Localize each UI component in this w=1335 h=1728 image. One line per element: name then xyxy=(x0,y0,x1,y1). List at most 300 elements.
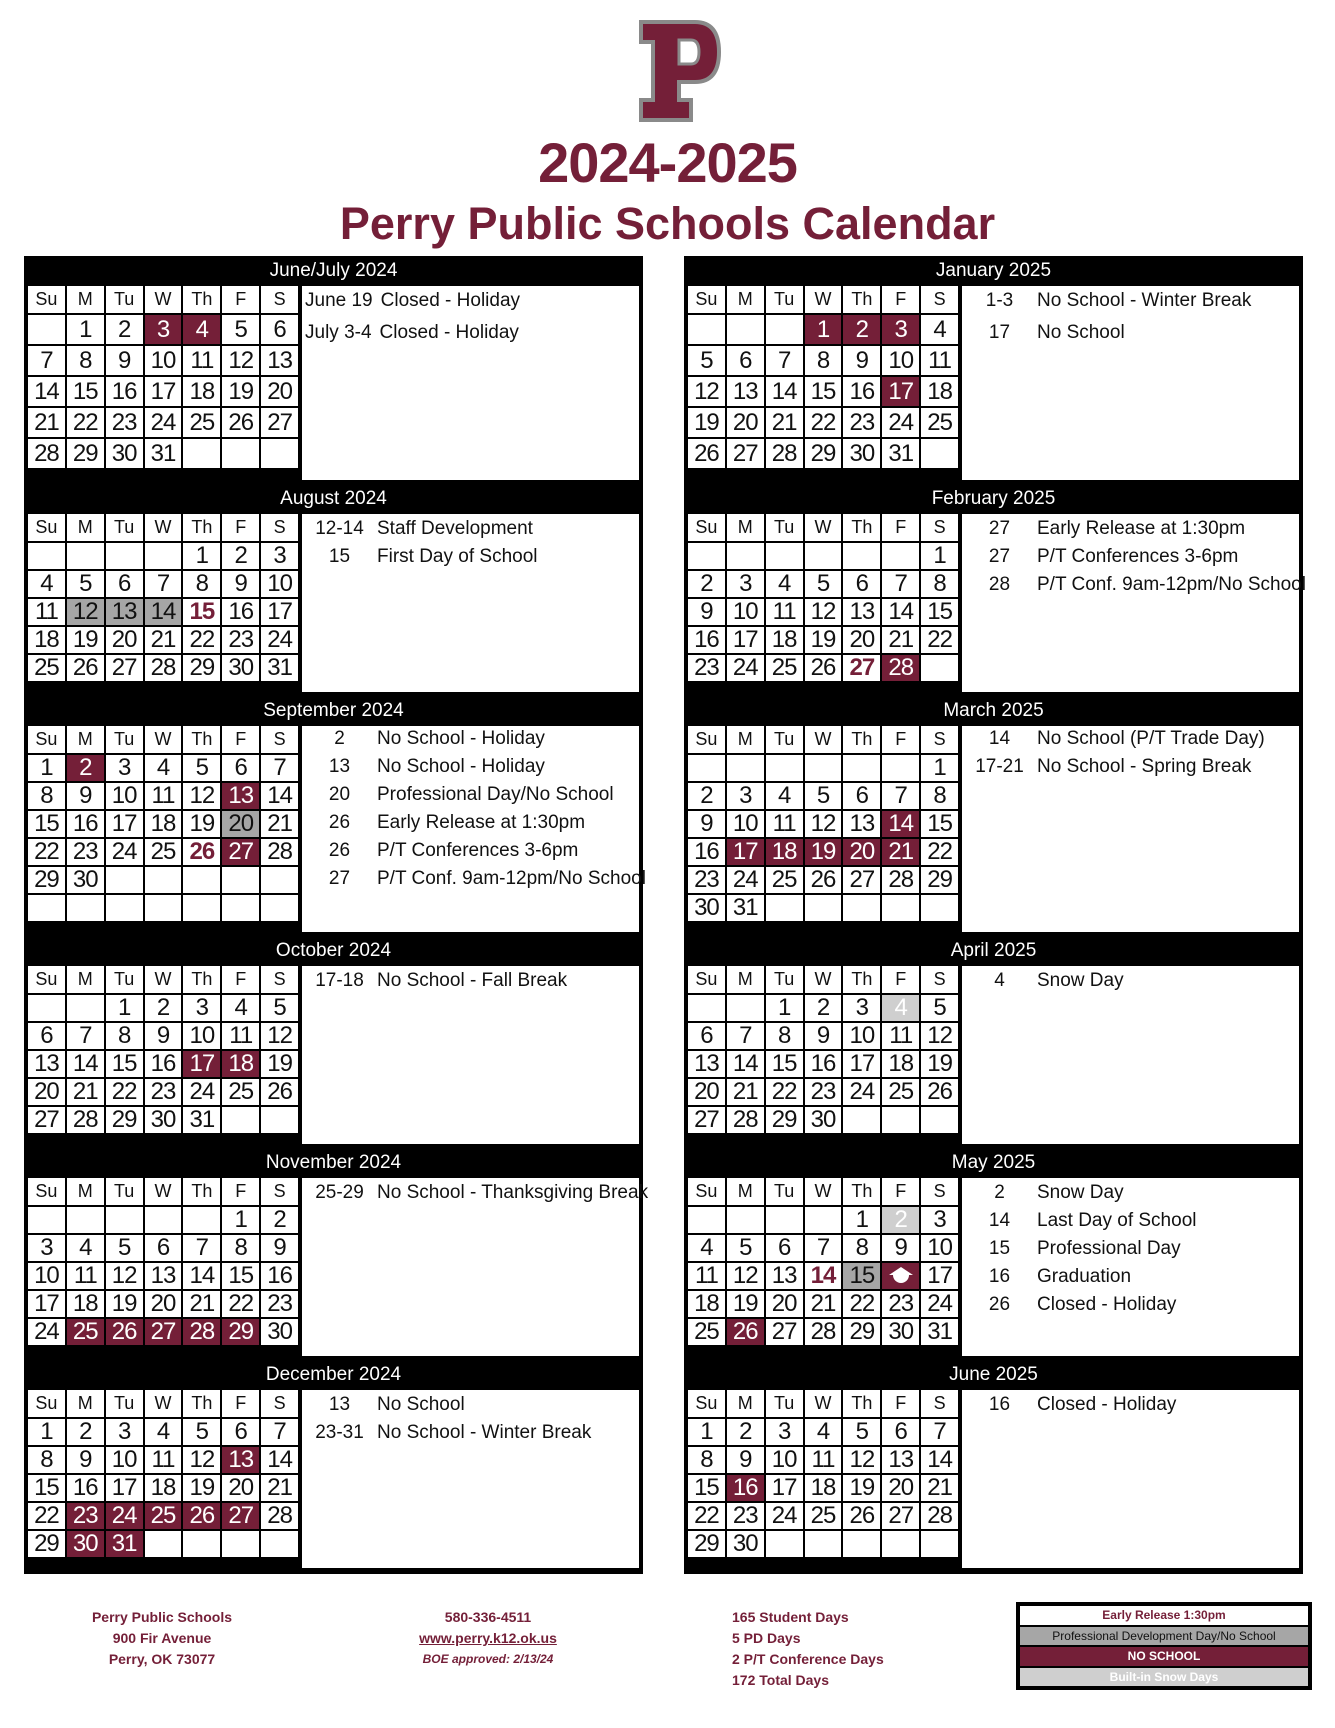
weekday-header: F xyxy=(882,1390,919,1417)
day-cell: 13 xyxy=(145,1263,182,1289)
day-cell: 1 xyxy=(183,543,220,569)
empty-day-cell xyxy=(222,439,259,468)
event-date: 17-18 xyxy=(315,970,364,991)
weekday-header: Su xyxy=(28,514,65,541)
day-cell: 10 xyxy=(145,346,182,375)
day-cell: 8 xyxy=(921,783,958,809)
day-cell: 5 xyxy=(727,1235,764,1261)
month-grid xyxy=(28,514,298,696)
day-cell: 20 xyxy=(688,1079,725,1105)
day-cell: 27 xyxy=(843,867,880,893)
day-cell: 29 xyxy=(28,1531,65,1557)
event-row xyxy=(302,726,639,752)
day-cell: 12 xyxy=(688,377,725,406)
weekday-header: W xyxy=(145,966,182,993)
event-row xyxy=(302,1420,639,1446)
empty-day-cell xyxy=(882,543,919,569)
day-cell: 16 xyxy=(106,377,143,406)
empty-day-cell xyxy=(688,995,725,1021)
month-events xyxy=(962,514,1306,692)
day-cell: 19 xyxy=(183,1475,220,1501)
day-cell: 18 xyxy=(766,627,803,653)
empty-day-cell xyxy=(67,995,104,1021)
weekday-header: Th xyxy=(183,1390,220,1417)
day-cell: 11 xyxy=(222,1023,259,1049)
weekday-header: S xyxy=(921,726,958,753)
empty-day-cell xyxy=(727,543,764,569)
weekday-header: M xyxy=(727,726,764,753)
day-cell: 23 xyxy=(145,1079,182,1105)
day-cell: 2 xyxy=(688,571,725,597)
weekday-header: Th xyxy=(183,514,220,541)
day-cell: 19 xyxy=(67,627,104,653)
day-cell: 5 xyxy=(688,346,725,375)
weekday-header: S xyxy=(261,286,298,313)
event-date: 25-29 xyxy=(315,1182,364,1203)
day-cell: 2 xyxy=(882,1207,919,1233)
day-cell: 26 xyxy=(727,1319,764,1345)
event-row xyxy=(302,1180,649,1206)
month-block xyxy=(24,696,646,936)
empty-day-cell xyxy=(106,543,143,569)
day-cell: 22 xyxy=(688,1503,725,1529)
boe-approval: BOE approved: 2/13/24 xyxy=(422,1652,554,1666)
empty-day-cell xyxy=(145,543,182,569)
month-block xyxy=(684,1360,1303,1572)
day-cell: 18 xyxy=(145,1475,182,1501)
day-cell: 16 xyxy=(222,599,259,625)
day-cell: 8 xyxy=(805,346,842,375)
day-cell: 31 xyxy=(921,1319,958,1345)
day-cell: 25 xyxy=(145,1503,182,1529)
day-cell: 11 xyxy=(688,1263,725,1289)
day-cell: 22 xyxy=(843,1291,880,1317)
day-cell: 9 xyxy=(843,346,880,375)
day-cell: 31 xyxy=(106,1531,143,1557)
weekday-header: Su xyxy=(688,726,725,753)
day-cell: 11 xyxy=(28,599,65,625)
day-cell: 28 xyxy=(727,1107,764,1133)
event-text: P/T Conf. 9am-12pm/No School xyxy=(377,868,646,889)
day-cell: 17 xyxy=(106,1475,143,1501)
weekday-header: Tu xyxy=(766,1390,803,1417)
empty-day-cell xyxy=(67,543,104,569)
day-cell: 9 xyxy=(106,346,143,375)
event-date: 28 xyxy=(988,574,1011,595)
day-cell: 3 xyxy=(921,1207,958,1233)
day-cell: 24 xyxy=(261,627,298,653)
day-cell: 1 xyxy=(766,995,803,1021)
day-cell: 10 xyxy=(106,1447,143,1473)
day-cell: 9 xyxy=(222,571,259,597)
event-date: 16 xyxy=(988,1266,1011,1287)
legend-pd-day: Professional Development Day/No School xyxy=(1020,1627,1308,1646)
event-date: 2 xyxy=(334,728,345,749)
day-cell: 21 xyxy=(145,627,182,653)
day-cell: 3 xyxy=(261,543,298,569)
day-cell: 28 xyxy=(261,1503,298,1529)
event-date: 26 xyxy=(328,840,351,861)
day-cell: 29 xyxy=(28,867,65,893)
day-cell: 11 xyxy=(145,1447,182,1473)
day-cell: 20 xyxy=(145,1291,182,1317)
day-cell: 15 xyxy=(183,599,220,625)
day-cell: 26 xyxy=(688,439,725,468)
event-text: No School (P/T Trade Day) xyxy=(1037,728,1265,749)
event-text: Snow Day xyxy=(1037,970,1124,991)
day-cell: 18 xyxy=(183,377,220,406)
day-cell: 15 xyxy=(28,1475,65,1501)
event-row xyxy=(302,1392,639,1418)
event-date: 12-14 xyxy=(315,518,364,539)
day-cell: 28 xyxy=(145,655,182,681)
event-text: Closed - Holiday xyxy=(1037,1294,1177,1315)
day-cell: 12 xyxy=(921,1023,958,1049)
day-cell: 6 xyxy=(727,346,764,375)
day-cell: 10 xyxy=(727,811,764,837)
empty-day-cell xyxy=(106,895,143,921)
day-cell: 14 xyxy=(261,1447,298,1473)
day-cell: 14 xyxy=(67,1051,104,1077)
month-block xyxy=(24,1360,643,1572)
empty-day-cell xyxy=(805,1207,842,1233)
empty-day-cell xyxy=(766,315,803,344)
day-cell: 18 xyxy=(222,1051,259,1077)
month-grid xyxy=(28,966,298,1148)
day-cell: 14 xyxy=(183,1263,220,1289)
empty-day-cell xyxy=(261,867,298,893)
day-cell: 15 xyxy=(921,811,958,837)
day-cell: 27 xyxy=(261,408,298,437)
day-cell: 28 xyxy=(805,1319,842,1345)
day-cell: 18 xyxy=(67,1291,104,1317)
day-cell: 2 xyxy=(261,1207,298,1233)
weekday-header: Su xyxy=(28,966,65,993)
event-date: 26 xyxy=(988,1294,1011,1315)
event-row xyxy=(962,544,1299,570)
day-cell: 18 xyxy=(805,1475,842,1501)
day-cell: 13 xyxy=(688,1051,725,1077)
day-cell: 7 xyxy=(766,346,803,375)
weekday-header: S xyxy=(921,966,958,993)
day-cell: 30 xyxy=(727,1531,764,1557)
day-cell: 30 xyxy=(67,867,104,893)
weekday-header: F xyxy=(222,966,259,993)
empty-day-cell xyxy=(766,543,803,569)
event-row xyxy=(302,866,646,892)
month-title: September 2024 xyxy=(263,700,404,721)
day-cell: 18 xyxy=(882,1051,919,1077)
day-cell: 11 xyxy=(183,346,220,375)
event-text: First Day of School xyxy=(377,546,538,567)
day-cell: 15 xyxy=(106,1051,143,1077)
day-cell: 23 xyxy=(882,1291,919,1317)
empty-day-cell xyxy=(222,1531,259,1557)
event-text: Staff Development xyxy=(377,518,533,539)
day-cell: 2 xyxy=(727,1419,764,1445)
event-text: Professional Day xyxy=(1037,1238,1181,1259)
day-cell: 26 xyxy=(67,655,104,681)
month-title: March 2025 xyxy=(943,700,1044,721)
day-cell: 29 xyxy=(766,1107,803,1133)
day-cell: 22 xyxy=(183,627,220,653)
day-cell: 3 xyxy=(727,783,764,809)
day-cell: 10 xyxy=(106,783,143,809)
day-cell: 28 xyxy=(261,839,298,865)
weekday-header: Tu xyxy=(106,726,143,753)
month-block xyxy=(684,1148,1303,1360)
school-year-title: 2024-2025 xyxy=(538,131,797,194)
day-cell: 18 xyxy=(145,811,182,837)
day-cell: 20 xyxy=(843,839,880,865)
month-events xyxy=(962,286,1299,480)
day-cell: 22 xyxy=(766,1079,803,1105)
event-text: Closed - Holiday xyxy=(380,290,521,311)
event-date: 15 xyxy=(988,1238,1011,1259)
empty-day-cell xyxy=(145,867,182,893)
conference-days: 2 P/T Conference Days xyxy=(732,1651,884,1667)
event-date: 20 xyxy=(328,784,351,805)
day-cell: 25 xyxy=(28,655,65,681)
day-cell: 17 xyxy=(921,1263,958,1289)
day-cell: 15 xyxy=(688,1475,725,1501)
day-cell: 11 xyxy=(766,811,803,837)
day-cell: 10 xyxy=(261,571,298,597)
day-cell: 5 xyxy=(261,995,298,1021)
empty-day-cell xyxy=(921,439,958,468)
day-cell: 15 xyxy=(805,377,842,406)
day-cell: 3 xyxy=(106,755,143,781)
day-cell: 21 xyxy=(766,408,803,437)
empty-day-cell xyxy=(222,1107,259,1133)
day-cell: 28 xyxy=(882,655,919,681)
weekday-header: F xyxy=(222,1178,259,1205)
weekday-header: Th xyxy=(843,286,880,313)
day-cell: 30 xyxy=(843,439,880,468)
day-cell: 8 xyxy=(688,1447,725,1473)
event-date: July 3-4 xyxy=(305,322,372,343)
empty-day-cell xyxy=(145,895,182,921)
day-cell: 7 xyxy=(261,1419,298,1445)
weekday-header: M xyxy=(67,966,104,993)
day-cell: 17 xyxy=(727,627,764,653)
day-cell: 7 xyxy=(882,571,919,597)
day-cell: 4 xyxy=(805,1419,842,1445)
day-cell: 6 xyxy=(688,1023,725,1049)
legend-no-school: NO SCHOOL xyxy=(1020,1647,1308,1666)
month-events xyxy=(302,726,646,932)
weekday-header: F xyxy=(222,726,259,753)
day-cell: 26 xyxy=(805,655,842,681)
day-cell: 21 xyxy=(261,811,298,837)
weekday-header: F xyxy=(882,514,919,541)
event-date: 2 xyxy=(994,1182,1005,1203)
day-cell: 22 xyxy=(67,408,104,437)
day-cell: 1 xyxy=(921,543,958,569)
month-title: February 2025 xyxy=(931,488,1056,509)
day-cell: 25 xyxy=(67,1319,104,1345)
event-date: 17-21 xyxy=(975,756,1024,777)
weekday-header: Tu xyxy=(766,966,803,993)
event-row xyxy=(302,782,639,808)
day-cell: 9 xyxy=(805,1023,842,1049)
event-row xyxy=(302,288,639,314)
empty-day-cell xyxy=(843,1531,880,1557)
day-cell: 4 xyxy=(222,995,259,1021)
weekday-header: Su xyxy=(28,286,65,313)
day-cell: 19 xyxy=(727,1291,764,1317)
day-cell: 27 xyxy=(222,839,259,865)
empty-day-cell xyxy=(261,1531,298,1557)
weekday-header: Su xyxy=(688,966,725,993)
event-text: No School xyxy=(377,1394,465,1415)
day-cell: 27 xyxy=(882,1503,919,1529)
day-cell: 18 xyxy=(921,377,958,406)
empty-day-cell xyxy=(28,315,65,344)
day-cell: 3 xyxy=(28,1235,65,1261)
empty-day-cell xyxy=(727,315,764,344)
event-text: Last Day of School xyxy=(1037,1210,1197,1231)
day-cell: 12 xyxy=(222,346,259,375)
day-cell: 12 xyxy=(843,1447,880,1473)
day-cell: 15 xyxy=(843,1263,880,1289)
day-cell: 3 xyxy=(183,995,220,1021)
day-cell: 4 xyxy=(67,1235,104,1261)
day-cell: 25 xyxy=(183,408,220,437)
day-cell: 5 xyxy=(106,1235,143,1261)
day-cell: 5 xyxy=(843,1419,880,1445)
day-cell: 19 xyxy=(106,1291,143,1317)
weekday-header: S xyxy=(921,514,958,541)
day-cell: 15 xyxy=(222,1263,259,1289)
event-row xyxy=(962,516,1299,542)
weekday-header: Tu xyxy=(766,514,803,541)
day-cell: 31 xyxy=(261,655,298,681)
day-cell: 26 xyxy=(106,1319,143,1345)
day-cell: 5 xyxy=(921,995,958,1021)
day-cell: 28 xyxy=(28,439,65,468)
day-cell: 11 xyxy=(766,599,803,625)
empty-day-cell xyxy=(688,543,725,569)
weekday-header: F xyxy=(222,1390,259,1417)
weekday-header: W xyxy=(145,726,182,753)
month-title: November 2024 xyxy=(265,1152,402,1173)
event-text: Closed - Holiday xyxy=(379,322,519,343)
day-cell: 22 xyxy=(921,839,958,865)
empty-day-cell xyxy=(843,543,880,569)
day-cell: 20 xyxy=(106,627,143,653)
day-cell: 18 xyxy=(688,1291,725,1317)
event-date: 26 xyxy=(328,812,351,833)
month-grid xyxy=(688,1390,958,1572)
day-cell: 14 xyxy=(145,599,182,625)
day-cell: 29 xyxy=(843,1319,880,1345)
day-cell: 1 xyxy=(688,1419,725,1445)
day-cell: 6 xyxy=(222,1419,259,1445)
day-cell: 28 xyxy=(183,1319,220,1345)
weekday-header: W xyxy=(145,1390,182,1417)
day-cell: 24 xyxy=(766,1503,803,1529)
day-cell: 14 xyxy=(766,377,803,406)
month-grid xyxy=(688,286,958,484)
day-cell: 6 xyxy=(843,571,880,597)
day-cell: 25 xyxy=(766,867,803,893)
day-cell: 21 xyxy=(921,1475,958,1501)
day-cell: 13 xyxy=(222,1447,259,1473)
day-cell: 5 xyxy=(183,755,220,781)
weekday-header: Su xyxy=(28,1178,65,1205)
event-date: 16 xyxy=(988,1394,1011,1415)
empty-day-cell xyxy=(921,655,958,681)
day-cell: 17 xyxy=(183,1051,220,1077)
event-row xyxy=(962,1264,1299,1290)
event-row xyxy=(962,1180,1299,1206)
event-row xyxy=(302,838,639,864)
event-text: Early Release at 1:30pm xyxy=(1037,518,1246,539)
day-cell: 9 xyxy=(688,811,725,837)
weekday-header: M xyxy=(727,286,764,313)
day-cell: 20 xyxy=(843,627,880,653)
day-cell: 16 xyxy=(67,811,104,837)
weekday-header: M xyxy=(727,1178,764,1205)
day-cell: 23 xyxy=(688,655,725,681)
weekday-header: M xyxy=(727,1390,764,1417)
empty-day-cell xyxy=(843,755,880,781)
day-cell: 13 xyxy=(766,1263,803,1289)
day-cell: 12 xyxy=(805,599,842,625)
empty-day-cell xyxy=(688,315,725,344)
empty-day-cell xyxy=(688,755,725,781)
day-cell: 5 xyxy=(805,783,842,809)
day-cell: 11 xyxy=(882,1023,919,1049)
month-block xyxy=(684,936,1303,1148)
event-row xyxy=(962,1292,1299,1318)
day-cell: 25 xyxy=(882,1079,919,1105)
empty-day-cell xyxy=(766,895,803,921)
empty-day-cell xyxy=(28,543,65,569)
weekday-header: Tu xyxy=(106,286,143,313)
day-cell: 25 xyxy=(766,655,803,681)
day-cell: 15 xyxy=(28,811,65,837)
website-link[interactable]: www.perry.k12.ok.us xyxy=(419,1630,557,1646)
day-cell: 23 xyxy=(727,1503,764,1529)
weekday-header: F xyxy=(882,1178,919,1205)
day-cell: 2 xyxy=(106,315,143,344)
day-cell: 12 xyxy=(183,783,220,809)
weekday-header: Tu xyxy=(766,726,803,753)
total-days: 172 Total Days xyxy=(732,1672,830,1688)
empty-day-cell xyxy=(28,995,65,1021)
event-date: 27 xyxy=(328,868,351,889)
day-cell: 6 xyxy=(28,1023,65,1049)
day-cell: 15 xyxy=(921,599,958,625)
month-block xyxy=(24,484,643,696)
day-cell: 30 xyxy=(222,655,259,681)
day-cell: 2 xyxy=(688,783,725,809)
day-cell: 23 xyxy=(805,1079,842,1105)
month-events xyxy=(302,1178,649,1356)
day-cell: 21 xyxy=(67,1079,104,1105)
day-cell: 7 xyxy=(261,755,298,781)
weekday-header: Th xyxy=(183,1178,220,1205)
day-cell: 8 xyxy=(67,346,104,375)
day-cell: 27 xyxy=(727,439,764,468)
weekday-header: S xyxy=(261,514,298,541)
month-events xyxy=(962,1390,1299,1568)
legend-snow-days: Built-in Snow Days xyxy=(1020,1668,1308,1687)
day-cell: 17 xyxy=(882,377,919,406)
event-text: P/T Conferences 3-6pm xyxy=(1037,546,1239,567)
